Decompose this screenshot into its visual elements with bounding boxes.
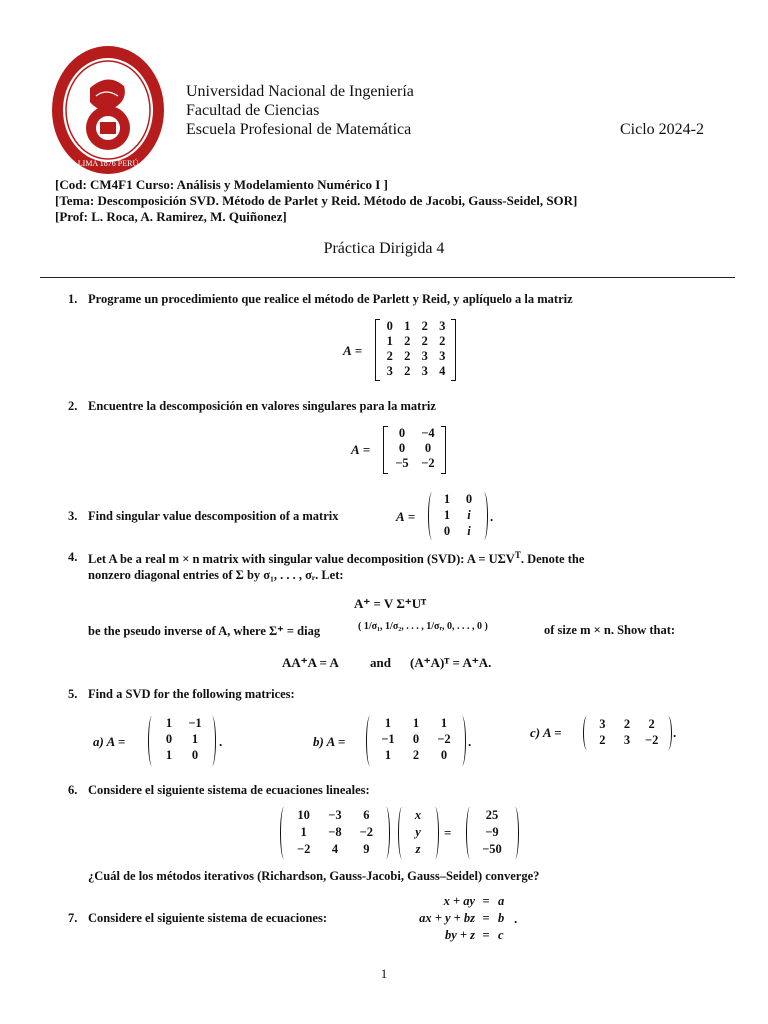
problem-6-question: ¿Cuál de los métodos iterativos (Richardson, Gauss-Jacobi, Gauss–Seidel) converge? bbox=[88, 869, 540, 883]
p5-c-label: c) A = bbox=[530, 725, 562, 740]
topic-info: [Tema: Descomposición SVD. Método de Parlet y Reid. Método de Jacobi, Gauss-Seidel, SOR] bbox=[55, 193, 578, 208]
cycle-label: Ciclo 2024-2 bbox=[620, 121, 704, 138]
problem-1-text: Programe un procedimiento que realice el método de Parlett y Reid, y aplíquelo a la matriz bbox=[88, 292, 573, 306]
university-seal-logo bbox=[50, 44, 166, 176]
problem-2-number: 2. bbox=[68, 399, 78, 413]
matrix-cell: 3 bbox=[623, 733, 631, 747]
matrix-cell: 2 bbox=[599, 733, 606, 747]
faculty-name: Facultad de Ciencias bbox=[186, 102, 320, 119]
p5a-right-paren bbox=[208, 716, 216, 766]
matrix-cell: 0 bbox=[165, 732, 173, 746]
matrix-cell: 10 bbox=[297, 808, 310, 822]
matrix-cell: 1 bbox=[384, 716, 392, 730]
p6-rhs-right-paren bbox=[511, 807, 519, 859]
page-title: Práctica Dirigida 4 bbox=[323, 240, 445, 257]
p5-a-label: a) A = bbox=[93, 734, 126, 749]
problem-1-number: 1. bbox=[68, 292, 78, 306]
p5-a-label-text: a) bbox=[93, 734, 104, 749]
problem-6-vars bbox=[405, 808, 431, 859]
matrix-cell: 2 bbox=[404, 364, 411, 378]
matrix-cell: 1 bbox=[384, 748, 392, 762]
matrix-cell: 3 bbox=[439, 319, 446, 333]
problem-3-text: Find singular value descomposition of a matrix bbox=[88, 509, 339, 523]
problem-2-text: Encuentre la descomposición en valores singulares para la matriz bbox=[88, 399, 436, 413]
matrix-cell: 2 bbox=[404, 334, 411, 348]
matrix-cell: 6 bbox=[363, 808, 370, 822]
problem-4-and: and bbox=[370, 655, 391, 670]
system-lhs-row: ax + y + bz bbox=[419, 911, 475, 925]
p1-right-bracket bbox=[451, 319, 456, 381]
problem-6-matrix bbox=[288, 808, 382, 859]
matrix-cell: −5 bbox=[395, 456, 409, 470]
p3-left-paren bbox=[428, 492, 436, 540]
matrix-cell: −2 bbox=[296, 842, 311, 856]
system-rhs-row: b bbox=[498, 911, 505, 925]
school-name: Escuela Profesional de Matemática bbox=[186, 121, 412, 138]
matrix-cell: 1 bbox=[165, 748, 173, 762]
p3-period: . bbox=[490, 509, 494, 524]
matrix-cell: 3 bbox=[599, 717, 606, 731]
p2-left-bracket bbox=[383, 426, 388, 474]
matrix-cell: −2 bbox=[421, 456, 435, 470]
p7-period: . bbox=[514, 911, 518, 926]
problem-7-equals: = = = bbox=[482, 894, 490, 942]
svg-text:LIMA 1876 PERÚ: LIMA 1876 PERÚ bbox=[77, 159, 139, 168]
matrix-cell: 1 bbox=[386, 334, 393, 348]
system-lhs-row: by + z bbox=[444, 928, 475, 942]
problem-3-number: 3. bbox=[68, 509, 78, 523]
problem-4-line-1 bbox=[88, 550, 584, 567]
p5c-period: . bbox=[673, 725, 677, 740]
p6-left-paren bbox=[280, 807, 288, 859]
p4-line1-text: Let A be a real m × n matrix with singular value decomposition (SVD): A = UΣV bbox=[88, 552, 515, 567]
problem-5-text: Find a SVD for the following matrices: bbox=[88, 687, 295, 701]
problem-4-line-3a: be the pseudo inverse of A, where Σ⁺ = diag bbox=[88, 624, 321, 638]
problem-4-eq2b: (A⁺A)ᵀ = A⁺A. bbox=[410, 655, 492, 670]
p5b-right-paren bbox=[458, 716, 466, 766]
title-divider bbox=[40, 277, 735, 278]
matrix-cell: 2 bbox=[386, 349, 393, 363]
p4-diag-args: ( 1/σ₁, 1/σ₂, . . . , 1/σᵣ, 0, . . . , 0 ) bbox=[358, 621, 488, 632]
matrix-cell: 2 bbox=[623, 717, 631, 731]
p5a-left-paren bbox=[148, 716, 156, 766]
problem-7-number: 7. bbox=[68, 911, 78, 925]
matrix-cell: i bbox=[467, 524, 471, 538]
matrix-cell: 2 bbox=[648, 717, 655, 731]
matrix-cell: 3 bbox=[439, 349, 446, 363]
matrix-cell: 0 bbox=[424, 441, 432, 455]
matrix-cell: 0 bbox=[440, 748, 448, 762]
problem-3-matrix bbox=[436, 492, 480, 540]
rhs-cell: −50 bbox=[482, 842, 502, 856]
problem-4-line-2: nonzero diagonal entries of Σ by σ₁, . . . , σᵣ. Let: bbox=[88, 568, 344, 582]
p4-line1-end: . Denote the bbox=[520, 552, 585, 567]
variable-cell: z bbox=[415, 842, 421, 856]
problem-2-lhs: A = bbox=[351, 442, 371, 457]
page-number: 1 bbox=[380, 966, 388, 981]
p5-c-label-text: c) bbox=[530, 725, 541, 740]
problem-3-lhs: A = bbox=[396, 509, 416, 524]
problem-4-eq2a: AA⁺A = A bbox=[282, 655, 339, 670]
problem-5-number: 5. bbox=[68, 687, 78, 701]
matrix-cell: 1 bbox=[404, 319, 411, 333]
matrix-cell: 0 bbox=[398, 426, 406, 440]
problem-5a-matrix bbox=[156, 716, 208, 764]
problem-5c-matrix bbox=[590, 717, 664, 749]
matrix-cell: 0 bbox=[191, 748, 199, 762]
matrix-cell: 3 bbox=[421, 364, 428, 378]
matrix-cell: 4 bbox=[439, 364, 446, 378]
matrix-cell: −8 bbox=[328, 825, 342, 839]
problem-7-text: Considere el siguiente sistema de ecuaciones: bbox=[88, 911, 327, 925]
p6-vars-right-paren bbox=[431, 807, 439, 859]
problem-4-number: 4. bbox=[68, 550, 78, 564]
matrix-cell: −3 bbox=[328, 808, 342, 822]
matrix-cell: −2 bbox=[359, 825, 374, 839]
matrix-cell: 1 bbox=[440, 716, 448, 730]
matrix-cell: 1 bbox=[412, 716, 420, 730]
matrix-cell: 3 bbox=[386, 364, 393, 378]
p5-b-label: b) A = bbox=[313, 734, 346, 749]
matrix-cell: 1 bbox=[191, 732, 199, 746]
matrix-cell: 0 bbox=[443, 524, 451, 538]
matrix-cell: 0 bbox=[465, 492, 473, 506]
p4-line1-sup: T bbox=[514, 550, 521, 560]
problem-1-lhs: A = bbox=[343, 343, 363, 358]
system-rhs-row: a bbox=[498, 894, 505, 908]
system-rhs-row: c bbox=[498, 928, 504, 942]
problem-7-lhs bbox=[385, 893, 475, 944]
matrix-cell: −4 bbox=[421, 426, 435, 440]
p5c-right-paren bbox=[664, 716, 672, 750]
university-name: Universidad Nacional de Ingeniería bbox=[186, 83, 414, 100]
variable-cell: x bbox=[414, 808, 422, 822]
p5a-period: . bbox=[219, 734, 223, 749]
rhs-cell: −9 bbox=[485, 825, 499, 839]
matrix-cell: 1 bbox=[165, 716, 173, 730]
p1-left-bracket bbox=[375, 319, 380, 381]
matrix-cell: 2 bbox=[404, 349, 411, 363]
matrix-cell: 1 bbox=[443, 508, 451, 522]
matrix-cell: 3 bbox=[421, 349, 428, 363]
matrix-cell: 2 bbox=[439, 334, 446, 348]
rhs-cell: 25 bbox=[485, 808, 499, 822]
p3-right-paren bbox=[480, 492, 488, 540]
course-info: [Cod: CM4F1 Curso: Análisis y Modelamiento Numérico I ] bbox=[55, 177, 388, 192]
matrix-cell: 0 bbox=[398, 441, 406, 455]
problem-6-number: 6. bbox=[68, 783, 78, 797]
matrix-cell: 1 bbox=[300, 825, 307, 839]
p2-right-bracket bbox=[441, 426, 446, 474]
problem-2-matrix bbox=[389, 426, 441, 471]
matrix-cell: −2 bbox=[644, 733, 659, 747]
matrix-cell: 2 bbox=[421, 319, 428, 333]
problem-5b-matrix bbox=[374, 716, 458, 764]
system-lhs-row: x + ay bbox=[443, 894, 475, 908]
matrix-cell: −1 bbox=[381, 732, 395, 746]
matrix-cell: i bbox=[467, 508, 471, 522]
matrix-cell: 0 bbox=[412, 732, 420, 746]
variable-cell: y bbox=[415, 825, 421, 839]
p5-b-label-text: b) bbox=[313, 734, 324, 749]
p6-right-paren bbox=[382, 807, 390, 859]
matrix-cell: 1 bbox=[443, 492, 451, 506]
professors-info: [Prof: L. Roca, A. Ramirez, M. Quiñonez] bbox=[55, 209, 287, 224]
matrix-cell: 2 bbox=[412, 748, 420, 762]
matrix-cell: 0 bbox=[386, 319, 393, 333]
problem-4-line-3b: of size m × n. Show that: bbox=[544, 623, 676, 637]
problem-6-rhs bbox=[473, 808, 511, 859]
matrix-cell: 2 bbox=[421, 334, 428, 348]
matrix-cell: −2 bbox=[437, 732, 451, 746]
problem-6-text: Considere el siguiente sistema de ecuaciones lineales: bbox=[88, 783, 370, 797]
problem-1-matrix bbox=[381, 319, 451, 379]
p6-equals: = bbox=[444, 825, 452, 840]
p5b-left-paren bbox=[366, 716, 374, 766]
matrix-cell: 9 bbox=[363, 842, 370, 856]
problem-4-eq1: A⁺ = V Σ⁺Uᵀ bbox=[354, 596, 427, 611]
matrix-cell: 4 bbox=[331, 842, 339, 856]
p5b-period: . bbox=[468, 734, 472, 749]
matrix-cell: −1 bbox=[188, 716, 202, 730]
